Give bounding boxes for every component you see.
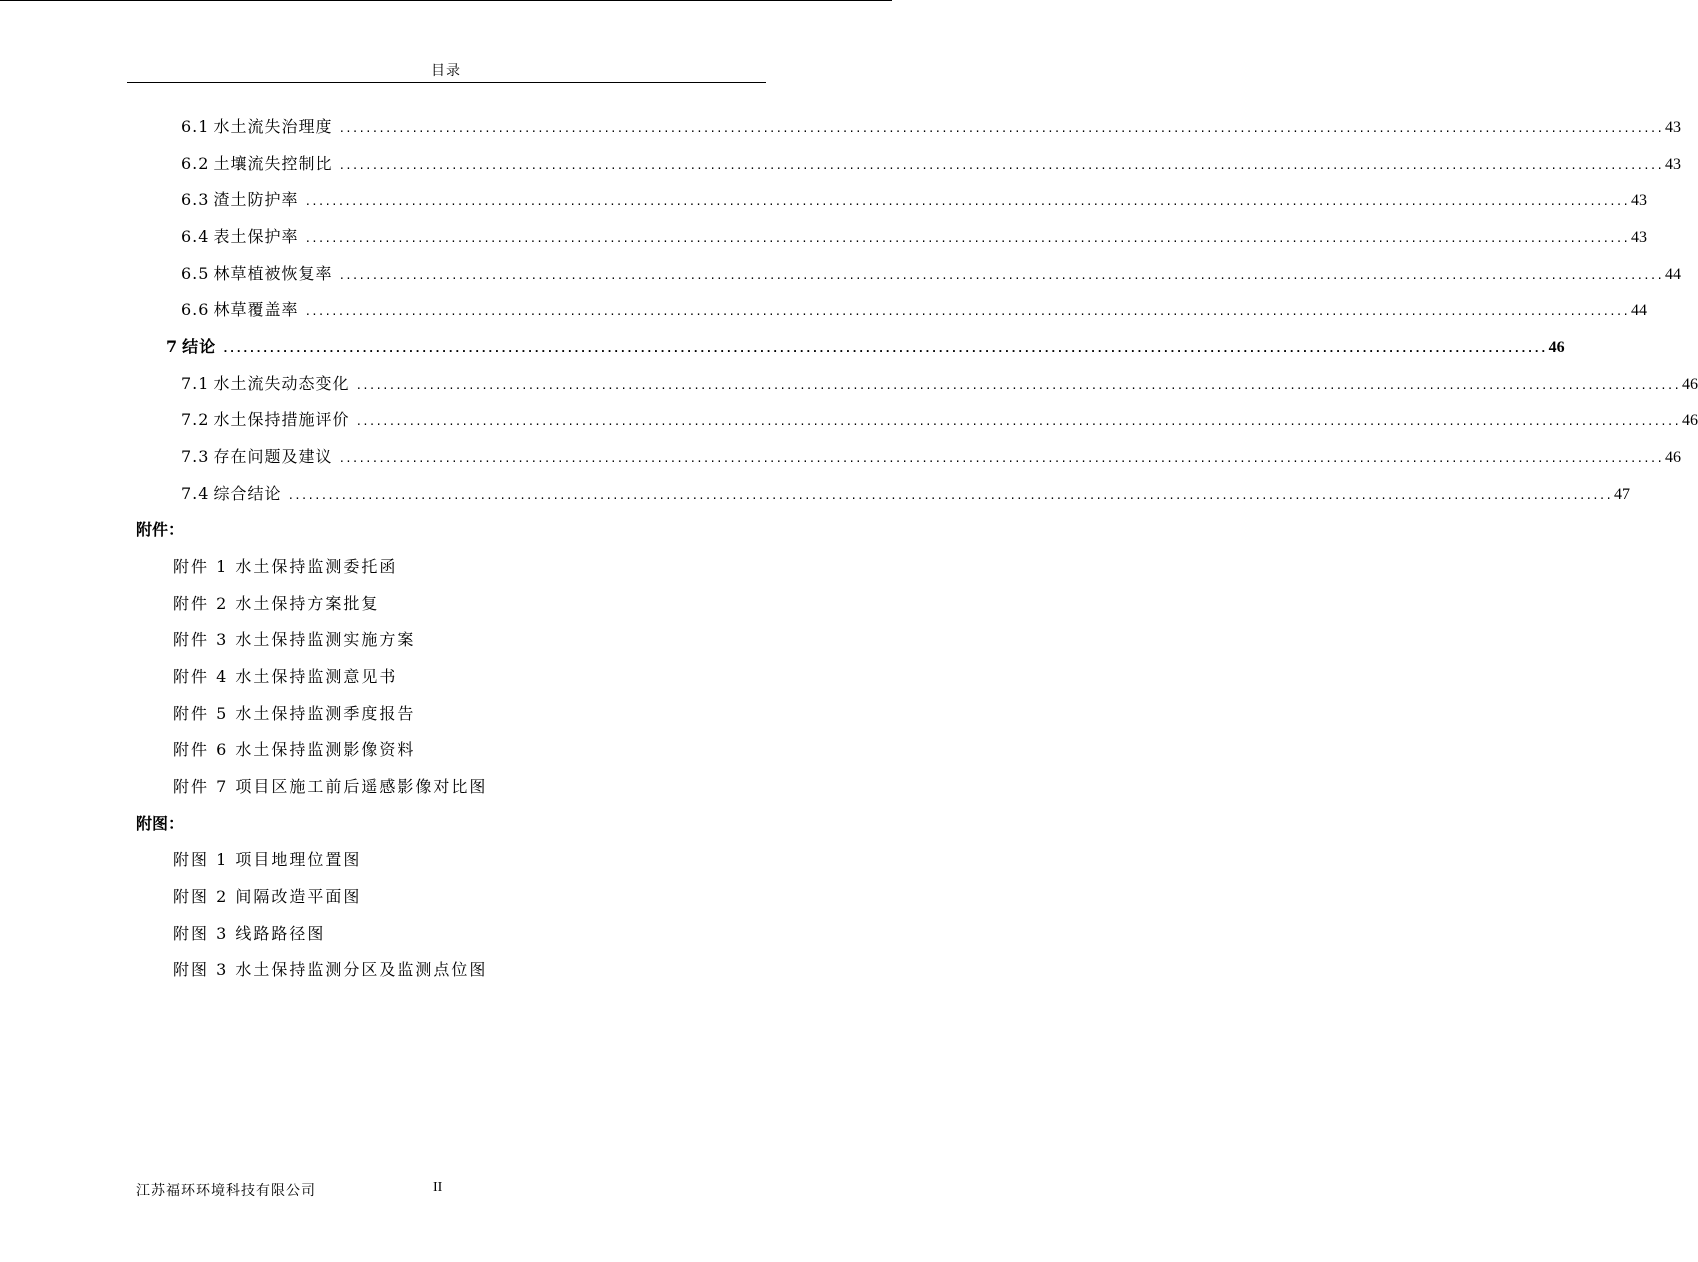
toc-leader: ........................................................................................................................................................................................................ [304,305,1629,318]
figures-heading: 附图： [136,814,185,833]
toc-page: 46 [1548,339,1565,356]
toc-entry[interactable] [181,372,1698,396]
toc-page: 46 [1681,376,1698,393]
toc-entry[interactable] [181,408,1698,432]
toc-leader: ........................................................................................................................................................................................................ [222,342,1547,355]
attachments-heading: 附件： [136,520,185,539]
toc-leader: ........................................................................................................................................................................................................ [355,415,1680,428]
toc-leader: ........................................................................................................................................................................................................ [304,232,1629,245]
toc-entry[interactable] [181,115,1681,139]
toc-number: 6.1 [181,117,210,136]
footer-page-number: II [433,1180,443,1195]
toc-leader: ........................................................................................................................................................................................................ [355,379,1680,392]
toc-entry-chapter[interactable] [166,335,1565,359]
toc-text: 渣土防护率 [213,190,299,209]
toc-text: 存在问题及建议 [213,447,333,466]
toc-text: 土壤流失控制比 [213,154,333,173]
figure-item: 附图 3 线路路径图 [173,924,326,943]
toc-entry[interactable] [181,225,1647,249]
attachment-item: 附件 1 水土保持监测委托函 [173,557,398,576]
toc-number: 6.4 [181,227,210,246]
toc-entry[interactable] [181,482,1630,506]
toc-leader: ........................................................................................................................................................................................................ [304,195,1629,208]
toc-entry[interactable] [181,188,1647,212]
toc-text: 林草植被恢复率 [213,264,333,283]
toc-page: 43 [1664,119,1681,136]
toc-number: 7.1 [181,374,210,393]
toc-text: 水土流失治理度 [213,117,333,136]
toc-page: 44 [1664,266,1681,283]
attachment-item: 附件 5 水土保持监测季度报告 [173,704,416,723]
attachment-item: 附件 3 水土保持监测实施方案 [173,630,416,649]
toc-leader: ........................................................................................................................................................................................................ [338,269,1663,282]
figure-item: 附图 1 项目地理位置图 [173,850,362,869]
toc-page: 44 [1630,302,1647,319]
toc-text: 林草覆盖率 [213,300,299,319]
page-header-title: 目录 [431,63,461,79]
toc-leader: ........................................................................................................................................................................................................ [338,122,1663,135]
toc-entry[interactable] [181,262,1681,286]
toc-page: 43 [1630,229,1647,246]
footer-company: 江苏福环环境科技有限公司 [136,1183,316,1199]
attachment-item: 附件 7 项目区施工前后遥感影像对比图 [173,777,488,796]
toc-page: 43 [1630,192,1647,209]
toc-entry[interactable] [181,152,1681,176]
attachment-item: 附件 6 水土保持监测影像资料 [173,740,416,759]
toc-text: 综合结论 [213,484,282,503]
toc-number: 7 [166,337,179,356]
toc-leader: ........................................................................................................................................................................................................ [338,159,1663,172]
toc-entry[interactable] [181,298,1647,322]
toc-text: 结论 [182,337,217,356]
toc-page: 46 [1681,412,1698,429]
toc-number: 6.3 [181,190,210,209]
toc-leader: ........................................................................................................................................................................................................ [338,452,1663,465]
toc-number: 7.4 [181,484,210,503]
figure-item: 附图 2 间隔改造平面图 [173,887,362,906]
toc-page: 47 [1613,486,1630,503]
attachment-item: 附件 2 水土保持方案批复 [173,594,380,613]
header-divider [127,82,766,83]
toc-leader: ........................................................................................................................................................................................................ [287,489,1612,502]
toc-number: 6.5 [181,264,210,283]
toc-number: 6.2 [181,154,210,173]
toc-entry[interactable] [181,445,1681,469]
figure-item: 附图 3 水土保持监测分区及监测点位图 [173,960,488,979]
toc-number: 6.6 [181,300,210,319]
top-border [0,0,892,1]
toc-text: 水土保持措施评价 [213,410,350,429]
toc-page: 43 [1664,156,1681,173]
toc-page: 46 [1664,449,1681,466]
toc-number: 7.2 [181,410,210,429]
toc-number: 7.3 [181,447,210,466]
toc-text: 水土流失动态变化 [213,374,350,393]
attachment-item: 附件 4 水土保持监测意见书 [173,667,398,686]
toc-text: 表土保护率 [213,227,299,246]
